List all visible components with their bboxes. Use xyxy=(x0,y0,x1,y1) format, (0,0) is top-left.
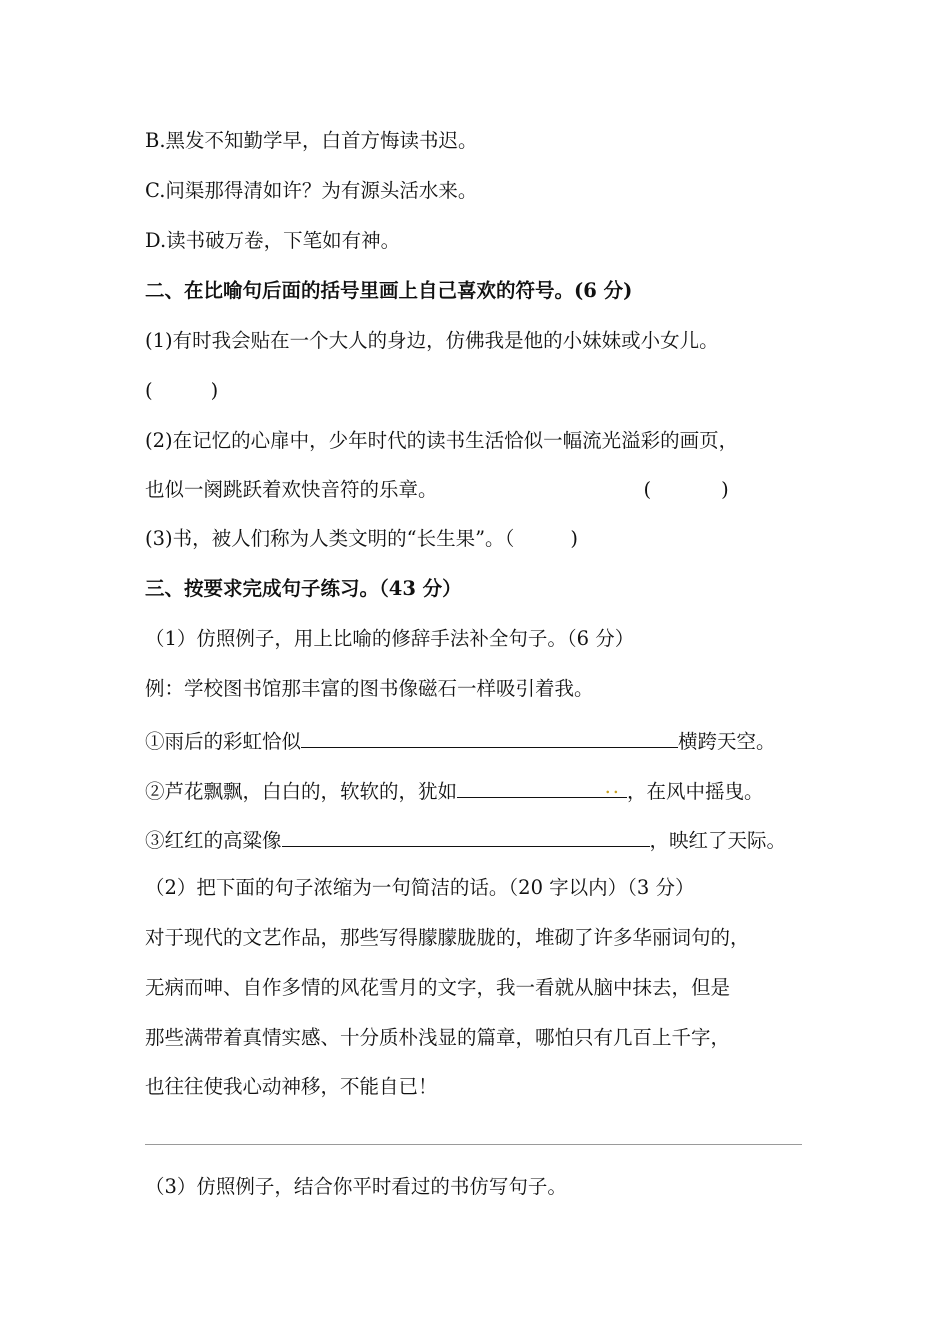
q2-text: 也似一阕跳跃着欢快音符的乐章。 xyxy=(145,478,438,501)
section2-q1-answer-paren[interactable] xyxy=(145,379,218,403)
section2-q2-line2 xyxy=(145,478,729,502)
q2-answer-paren[interactable] xyxy=(644,478,729,501)
paren-open: ( xyxy=(643,478,652,501)
section3-item1 xyxy=(145,727,776,754)
option-d: D.读书破万卷，下笔如有神。 xyxy=(145,229,401,252)
item1-suffix: 横跨天空。 xyxy=(678,730,776,753)
paren-open: （ xyxy=(504,527,515,550)
option-b: B.黑发不知勤学早，白首方悔读书迟。 xyxy=(145,129,478,152)
section3-example: 例：学校图书馆那丰富的图书像磁石一样吸引着我。 xyxy=(145,677,594,700)
passage-line1: 对于现代的文艺作品，那些写得朦朦胧胧的，堆砌了许多华丽词句的， xyxy=(145,926,750,949)
paren-open: ( xyxy=(145,379,153,402)
item2-blank[interactable] xyxy=(457,777,627,798)
section3-sub3: （3）仿照例子，结合你平时看过的书仿写句子。 xyxy=(145,1175,567,1198)
item2-prefix: ②芦花飘飘，白白的，软软的，犹如 xyxy=(145,780,458,803)
section2-q3 xyxy=(145,527,578,551)
item3-blank[interactable] xyxy=(282,826,650,847)
q3-text: (3)书，被人们称为人类文明的“长生果”。 xyxy=(145,527,505,550)
section2-q2-line1: (2)在记忆的心扉中，少年时代的读书生活恰似一幅流光溢彩的画页， xyxy=(145,429,739,452)
section3-sub1: （1）仿照例子，用上比喻的修辞手法补全句子。（6 分） xyxy=(145,627,635,650)
section3-sub2: （2）把下面的句子浓缩为一句简洁的话。（20 字以内）（3 分） xyxy=(145,876,695,899)
item2-suffix: ，在风中摇曳。 xyxy=(627,780,764,803)
mark-dots: .. xyxy=(604,775,622,798)
item3-prefix: ③红红的高粱像 xyxy=(145,829,282,852)
answer-line[interactable] xyxy=(145,1144,802,1145)
section3-item2 xyxy=(145,777,764,804)
section2-heading: 二、在比喻句后面的括号里画上自己喜欢的符号。(6 分) xyxy=(145,279,633,302)
paren-close: ) xyxy=(210,379,219,402)
paren-close: ) xyxy=(570,527,578,550)
section2-q1: (1)有时我会贴在一个大人的身边，仿佛我是他的小妹妹或小女儿。 xyxy=(145,329,719,352)
section3-item3 xyxy=(145,826,786,853)
item1-prefix: ①雨后的彩虹恰似 xyxy=(145,730,302,753)
option-c: C.问渠那得清如许？为有源头活水来。 xyxy=(145,179,478,202)
item1-blank[interactable] xyxy=(301,727,678,748)
paren-close: ) xyxy=(721,478,729,501)
passage-line4: 也往往使我心动神移，不能自已！ xyxy=(145,1075,438,1098)
passage-line3: 那些满带着真情实感、十分质朴浅显的篇章，哪怕只有几百上千字， xyxy=(145,1026,731,1049)
q3-answer-paren[interactable] xyxy=(505,527,578,550)
item3-suffix: ，映红了天际。 xyxy=(649,829,787,852)
section3-heading: 三、按要求完成句子练习。（43 分） xyxy=(145,577,462,600)
passage-line2: 无病而呻、自作多情的风花雪月的文字，我一看就从脑中抹去，但是 xyxy=(145,976,731,999)
